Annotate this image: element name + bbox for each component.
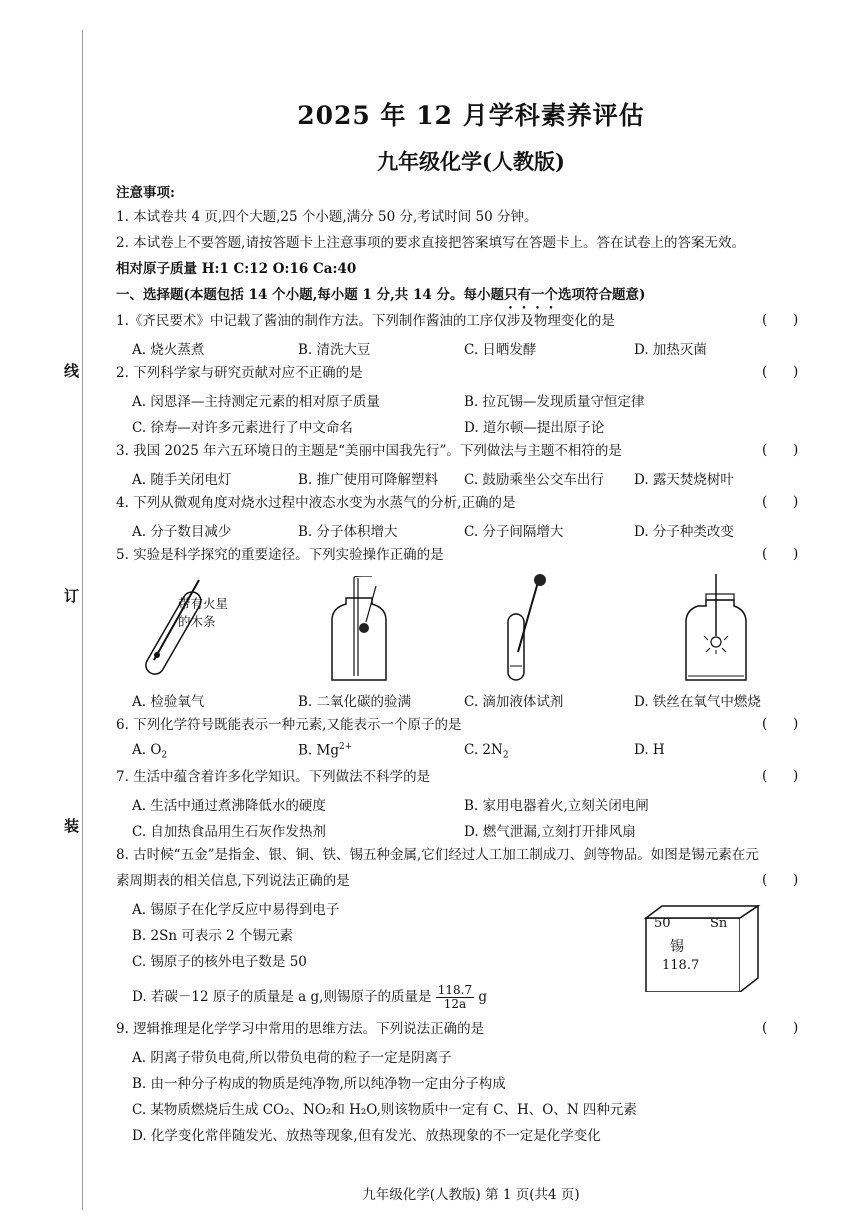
q6-option-d: D. H [634,742,665,758]
q3-option-c: C. 鼓励乘坐公交车出行 [464,472,604,488]
binding-char-ding: 订 [64,587,80,605]
question-7-stem: 7. 生活中蕴含着许多化学知识。下列做法不科学的是 [116,769,431,785]
q1-option-c: C. 日晒发酵 [464,342,537,358]
answer-paren: ( ) [762,312,799,328]
q4-option-a: A. 分子数目减少 [132,524,232,540]
splint-label-2: 的木条 [178,614,216,629]
q3-option-a: A. 随手关闭电灯 [132,472,232,488]
question-9-stem: 9. 逻辑推理是化学学习中常用的思维方法。下列说法正确的是 [116,1021,485,1037]
page-title: 2025 年 12 月学科素养评估 [297,101,645,130]
q1-option-a: A. 烧火蒸煮 [132,342,205,358]
binding-char-xian: 线 [64,362,80,380]
answer-paren: ( ) [762,494,799,510]
answer-paren: ( ) [762,872,799,888]
tin-name: 锡 [670,939,684,955]
answer-paren: ( ) [762,768,799,784]
q5-option-d: D. 铁丝在氧气中燃烧 [634,694,761,710]
q2-option-c: C. 徐寿—对许多元素进行了中文命名 [132,420,353,436]
q3-option-d: D. 露天焚烧树叶 [634,472,734,488]
binding-line [82,30,83,1210]
tin-atomic-number: 50 [654,916,671,931]
tin-mass-fraction: $\frac{118.7}{12a}$ [437,983,473,1011]
q8-option-a: A. 锡原子在化学反应中易得到电子 [132,902,340,918]
q5-option-b: B. 二氧化碳的验满 [298,694,412,710]
tin-symbol: Sn [710,916,728,931]
q9-option-d: D. 化学变化常伴随发光、放热等现象,但有发光、放热现象的不一定是化学变化 [132,1128,601,1144]
binding-char-zhuang: 装 [64,817,80,835]
q1-option-d: D. 加热灭菌 [634,342,707,358]
q8-option-d: D. 若碳－12 原子的质量是 a g,则锡原子的质量是 $\frac{118.7}{12a}$ g [132,983,488,1011]
answer-paren: ( ) [762,442,799,458]
figure-dropper [500,572,560,684]
atomic-mass: 相对原子质量 H:1 C:12 O:16 Ca:40 [116,261,357,277]
note-1: 1. 本试卷共 4 页,四个大题,25 个小题,满分 50 分,考试时间 50 分钟。 [116,209,538,225]
figure-co2-full [324,576,404,686]
q7-option-d: D. 燃气泄漏,立刻打开排风扇 [464,824,636,840]
question-4-stem: 4. 下列从微观角度对烧水过程中液态水变为水蒸气的分析,正确的是 [116,495,516,511]
q8-option-b: B. 2Sn 可表示 2 个锡元素 [132,928,293,944]
q8-option-c: C. 锡原子的核外电子数是 50 [132,954,307,970]
question-6-stem: 6. 下列化学符号既能表示一种元素,又能表示一个原子的是 [116,717,462,733]
q7-option-b: B. 家用电器着火,立刻关闭电闸 [464,798,649,814]
page-subtitle: 九年级化学(人教版) [377,149,565,174]
q6-option-c: C. $2N_2$ [464,742,509,761]
q6-option-b: B. $Mg^{2+}$ [298,742,353,759]
q2-option-b: B. 拉瓦锡—发现质量守恒定律 [464,394,645,410]
note-2: 2. 本试卷上不要答题,请按答题卡上注意事项的要求直接把答案填写在答题卡上。答在试卷上的答案无效。 [116,235,745,251]
section-heading: 一、选择题(本题包括 14 个小题,每小题 1 分,共 14 分。每小题只有一个选项符合题意) [116,287,646,303]
notes-heading: 注意事项: [116,185,175,201]
question-5-stem: 5. 实验是科学探究的重要途径。下列实验操作正确的是 [116,547,444,563]
question-8-stem: 8. 古时候“五金”是指金、银、铜、铁、锡五种金属,它们经过人工加工制成刀、剑等物品。如图是锡元素在元 [116,847,759,863]
q4-option-b: B. 分子体积增大 [298,524,398,540]
q3-option-b: B. 推广使用可降解塑料 [298,472,439,488]
q6-option-a: A. $O_2$ [132,742,168,761]
question-2-stem: 2. 下列科学家与研究贡献对应不正确的是 [116,365,363,381]
q9-option-a: A. 阴离子带负电荷,所以带负电荷的粒子一定是阴离子 [132,1050,452,1066]
answer-paren: ( ) [762,716,799,732]
q5-option-a: A. 检验氧气 [132,694,205,710]
question-8-stem-cont: 素周期表的相关信息,下列说法正确的是 [116,873,350,889]
q7-option-c: C. 自加热食品用生石灰作发热剂 [132,824,326,840]
figure-iron-burning [682,572,752,684]
q1-option-b: B. 清洗大豆 [298,342,371,358]
q5-option-c: C. 滴加液体试剂 [464,694,564,710]
tin-atomic-mass: 118.7 [662,958,700,973]
q2-option-d: D. 道尔顿—提出原子论 [464,420,605,436]
question-1-stem: 1.《齐民要术》中记载了酱油的制作方法。下列制作酱油的工序仅涉及物理变化的是 [116,313,615,329]
q9-option-c: C. 某物质燃烧后生成 CO₂、NO₂和 H₂O,则该物质中一定有 C、H、O、N 四种元素 [132,1102,637,1118]
answer-paren: ( ) [762,546,799,562]
splint-label-1: 带有火星 [178,596,229,611]
q2-option-a: A. 闵恩泽—主持测定元素的相对原子质量 [132,394,380,410]
answer-paren: ( ) [762,364,799,380]
answer-paren: ( ) [762,1020,799,1036]
q4-option-c: C. 分子间隔增大 [464,524,564,540]
q7-option-a: A. 生活中通过煮沸降低水的硬度 [132,798,326,814]
page-footer: 九年级化学(人教版) 第 1 页(共4 页) [362,1187,580,1203]
question-3-stem: 3. 我国 2025 年六五环境日的主题是“美丽中国我先行”。下列做法与主题不相符的是 [116,443,622,459]
q9-option-b: B. 由一种分子构成的物质是纯净物,所以纯净物一定由分子构成 [132,1076,506,1092]
q4-option-d: D. 分子种类改变 [634,524,734,540]
